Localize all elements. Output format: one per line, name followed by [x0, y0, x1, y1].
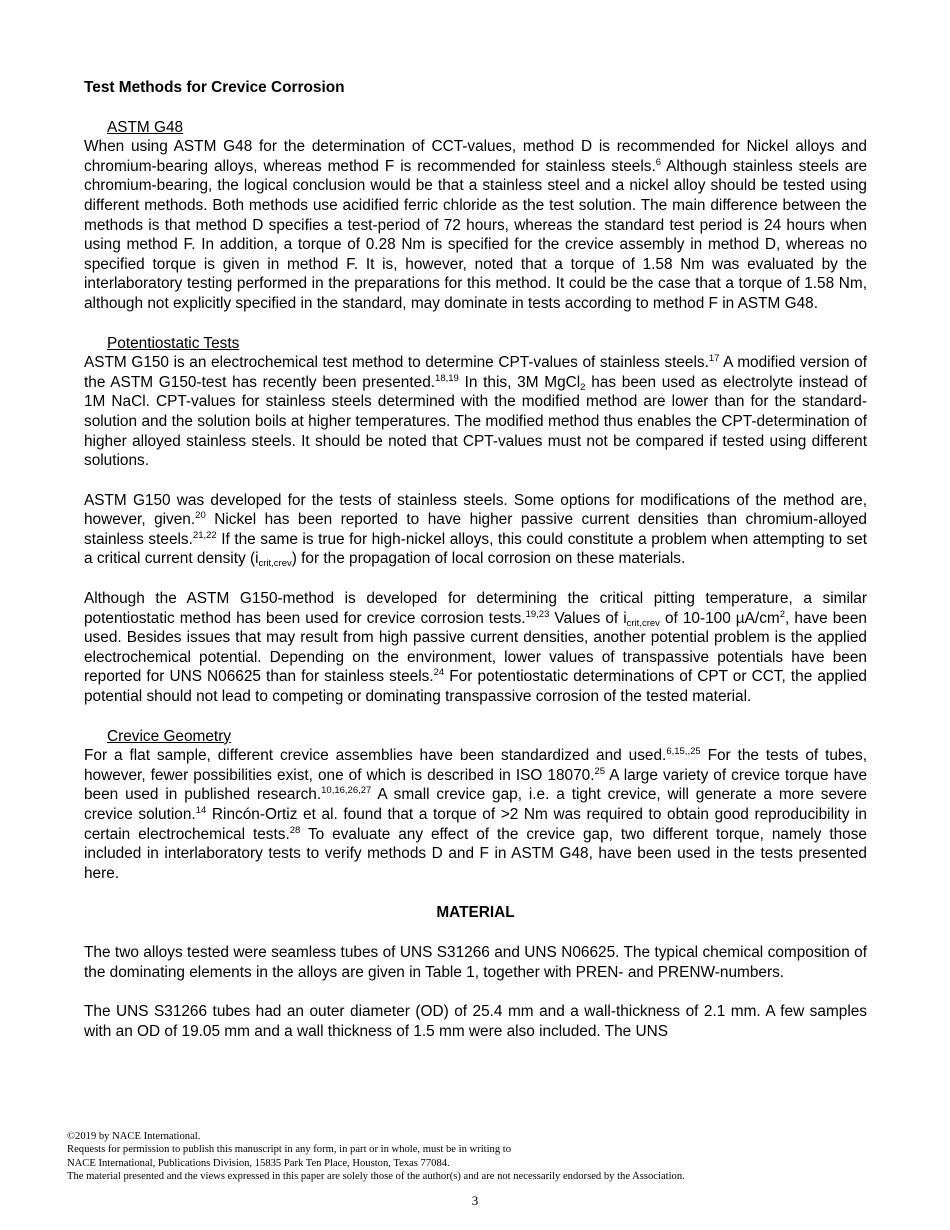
paragraph-potentiostatic-3: Although the ASTM G150-method is developed for determining the critical pitting temperature, a similar potentiostatic method has been used for crevice corrosion tests.$^{19,23}$ Values of $i_{crit,crev}$ of 10-100 $\mu A/cm^2$, have been used. Besides issues that may result from high passive current densities, another potential problem is the applied electrochemical potential. Depending on the environment, lower values of transpassive potentials have been reported for UNS N06625 than for stainless steels.$^{24}$ For potentiostatic determinations of CPT or CCT, the applied potential should not lead to competing or dominating transpassive corrosion of the tested material. — [84, 590, 867, 706]
page-body — [84, 78, 867, 1061]
heading-material: MATERIAL — [436, 904, 515, 922]
subheading-potentiostatic: Potentiostatic Tests — [107, 334, 240, 352]
copyright-footer — [67, 1130, 887, 1184]
footer-line-copyright: ©2019 by NACE International. — [67, 1131, 201, 1142]
footer-line-permission: Requests for permission to publish this manuscript in any form, in part or in whole, must be in writing to — [67, 1144, 512, 1156]
paragraph-crevice-geometry: For a flat sample, different crevice assemblies have been standardized and used.$^{6,15,,25}$ For the tests of tubes, however, fewer possibilities exist, one of which is described in ISO 18070.25 A large variety of crevice torque have been used in published research.$^{10,16,26,27}$ A small crevice gap, i.e. a tight crevice, will generate a more severe crevice solution.$^{14}$ Rincón-Ortiz et al. found that a torque of >2 Nm was required to obtain good reproducibility in certain electrochemical tests.$^{28}$ To evaluate any effect of the crevice gap, two different torque, namely those included in interlaboratory tests to verify methods D and F in ASTM G48, have been used in the tests presented here. — [84, 746, 867, 882]
paragraph-astm-g48: When using ASTM G48 for the determination of CCT-values, method D is recommended for Nickel alloys and chromium-bearing alloys, whereas method F is recommended for stainless steels.$^6$ Although stainless steels are chromium-bearing, the logical conclusion would be that a stainless steel and a nickel alloy should be tested using different methods. Both methods use acidified ferric chloride as the test solution. The main difference between the methods is that method D specifies a test-period of 72 hours, whereas the standard test period is 24 hours when using method F. In addition, a torque of 0.28 Nm is specified for the crevice assembly in method D, whereas no specified torque is given in method F. It is, however, noted that a torque of 1.58 Nm was evaluated by the interlaboratory testing performed in the preparations for this method. It could be the case that a torque of 1.58 Nm, although not explicitly specified in the standard, may dominate in tests according to method F in ASTM G48. — [84, 138, 868, 312]
paragraph-material-1: The two alloys tested were seamless tubes of UNS S31266 and UNS N06625. The typical chemical composition of the dominating elements in the alloys are given in Table 1, together with PREN- and PRENW-numbers. — [84, 943, 867, 981]
page-number: 3 — [471, 1193, 479, 1208]
section-title: Test Methods for Crevice Corrosion — [84, 79, 345, 96]
paragraph-potentiostatic-1: ASTM G150 is an electrochemical test method to determine CPT-values of stainless steels.$^{17}$ A modified version of the ASTM G150-test has recently been presented.$^{18,19}$ In this, 3M MgCl$_2$ has been used as electrolyte instead of 1M NaCl. CPT-values for stainless steels determined with the modified method are lower than for the standard-solution and the solution boils at higher temperatures. The modified method thus enables the CPT-determination of higher alloyed stainless steels. It should be noted that CPT-values must not be compared if tested using different solutions. — [84, 353, 868, 470]
subheading-astm-g48: ASTM G48 — [107, 118, 184, 136]
subheading-crevice-geometry: Crevice Geometry — [107, 727, 232, 745]
paragraph-material-2: The UNS S31266 tubes had an outer diameter (OD) of 25.4 mm and a wall-thickness of 2.1 mm. A few samples with an OD of 19.05 mm and a wall thickness of 1.5 mm were also included. The UNS — [84, 1003, 867, 1040]
footer-line-address: NACE International, Publications Division, 15835 Park Ten Place, Houston, Texas 77084. — [67, 1157, 450, 1169]
footer-line-disclaimer: The material presented and the views expressed in this paper are solely those of the author(s) and are not necessarily endorsed by the Association. — [67, 1171, 685, 1183]
paragraph-potentiostatic-2: ASTM G150 was developed for the tests of stainless steels. Some options for modifications of the method are, however, given.$^{20}$ Nickel has been reported to have higher passive current densities than chromium-alloyed stainless steels.$^{21,22}$ If the same is true for high-nickel alloys, this could constitute a problem when attempting to set a critical current density $(i_{crit,crev})$ for the propagation of local corrosion on these materials. — [84, 491, 868, 570]
